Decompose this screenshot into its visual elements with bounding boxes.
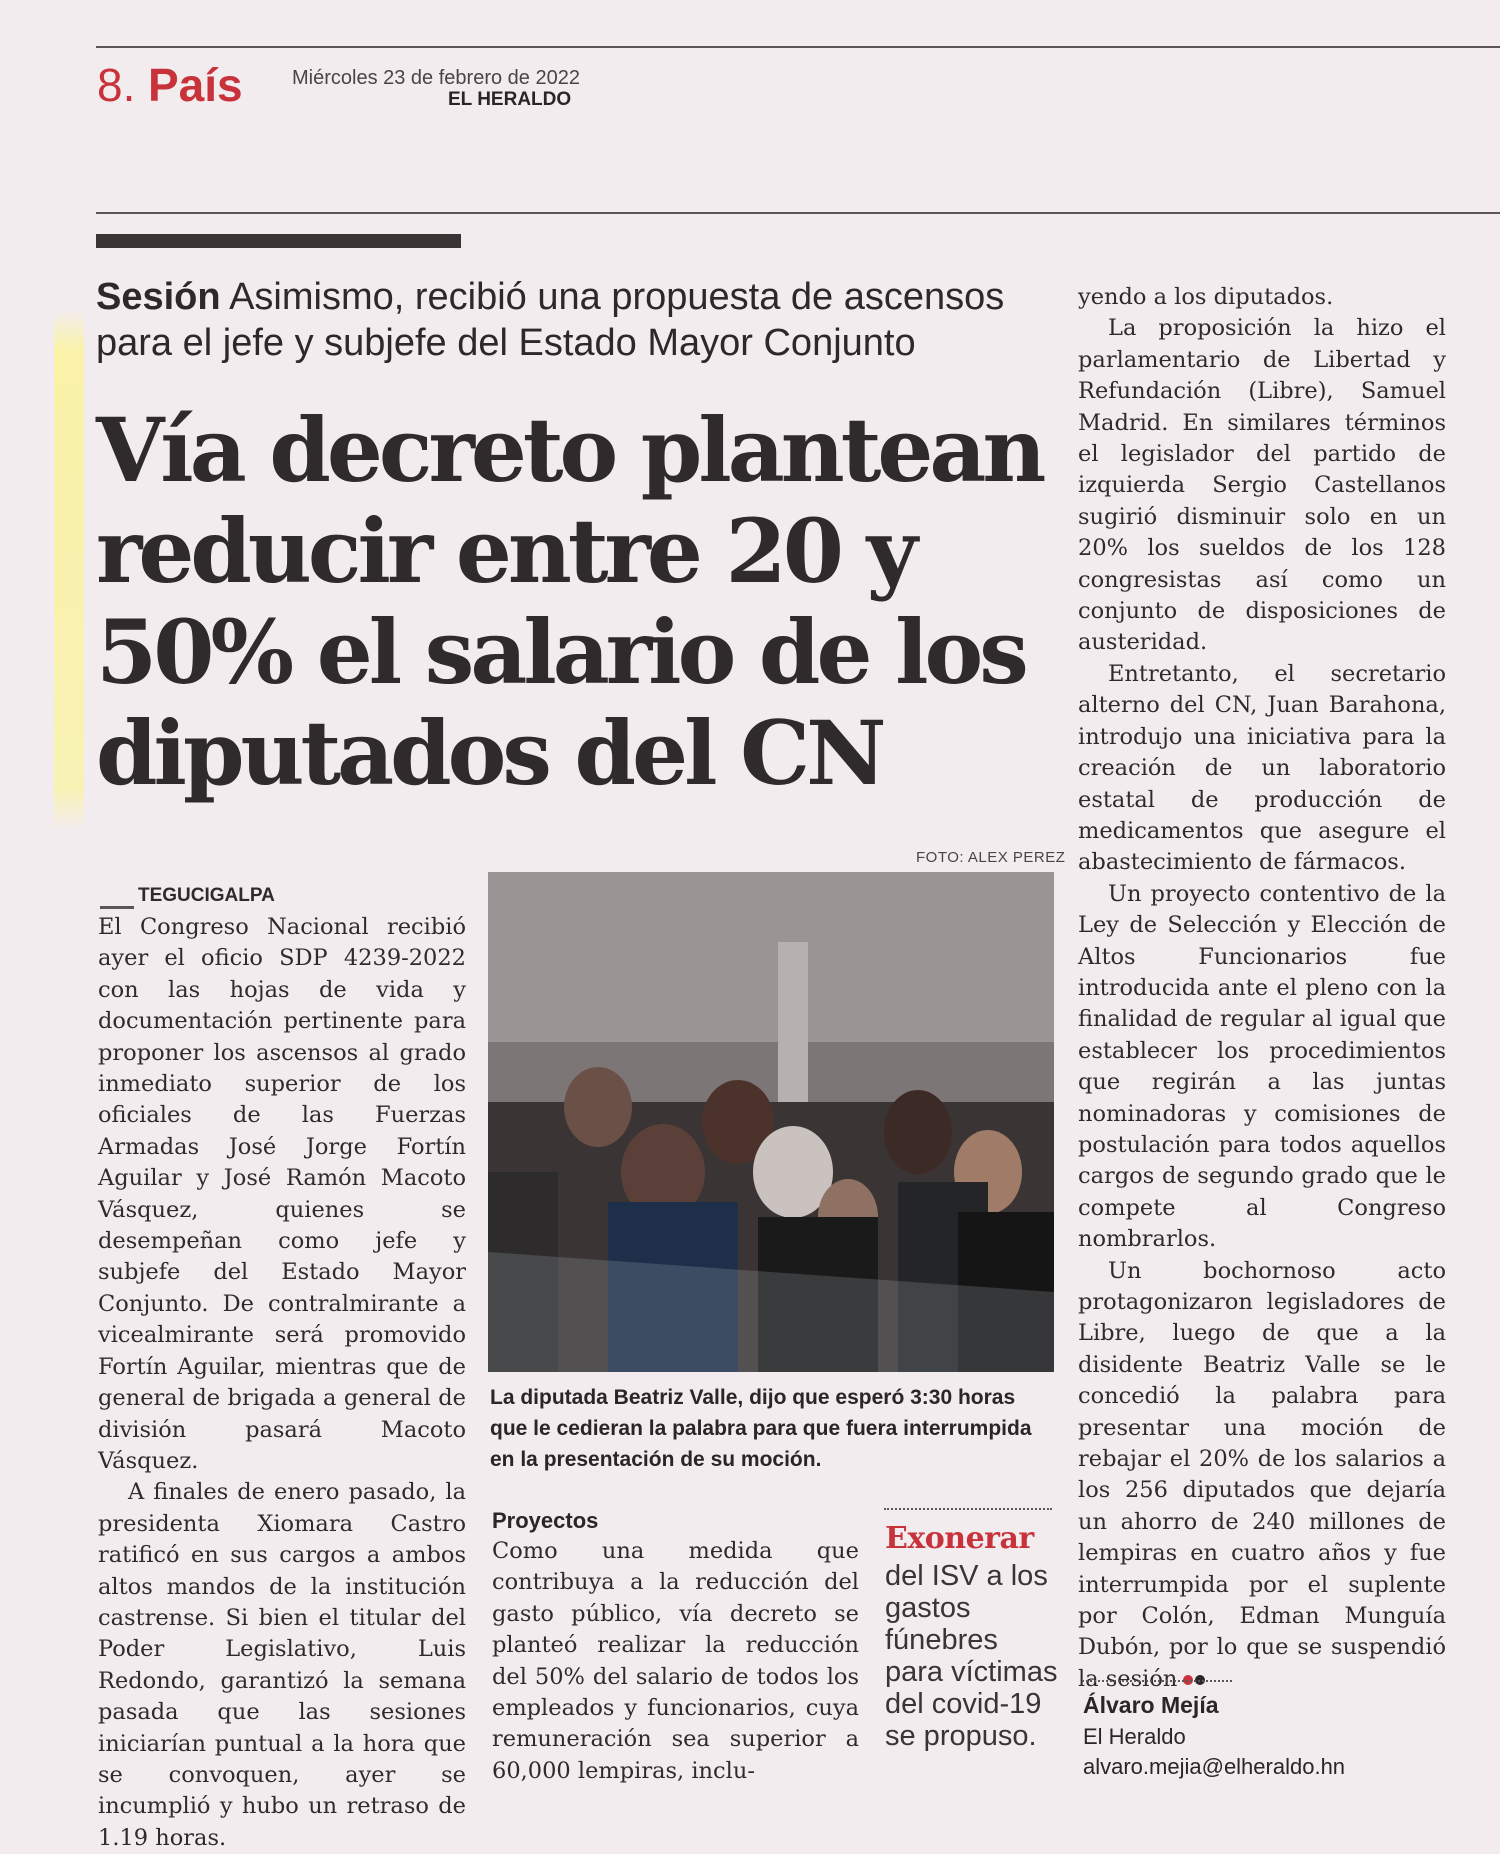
news-photo <box>488 872 1054 1372</box>
article-column-1 <box>98 912 466 1854</box>
kicker-text: Asimismo, recibió una propuesta de ascensos para el jefe y subjefe del Estado Mayor Conjunto <box>96 276 1005 364</box>
paragraph: El Congreso Nacional recibió ayer el oficio SDP 4239-2022 con las hojas de vida y documentación pertinente para proponer los ascensos al grado inmediato superior de los oficiales de las Fuerzas Armadas José Jorge Fortín Aguilar y José Ramón Macoto Vásquez, quienes se desempeñan como jefe y subjefe del Estado Mayor Conjunto. De contralmirante a vicealmirante será promovido Fortín Aguilar, mientras que de general de brigada a general de división pasará Macoto Vásquez. <box>98 914 466 1474</box>
byline-email[interactable]: alvaro.mejia@elheraldo.hn <box>1083 1754 1346 1779</box>
pull-quote-emphasis: Exonerar <box>885 1521 1034 1556</box>
section-number: 8. <box>97 59 136 111</box>
top-rule <box>96 46 1500 48</box>
section-name: País <box>148 59 243 111</box>
paragraph: A finales de enero pasado, la presidenta Xiomara Castro ratificó en sus cargos a ambos altos mandos de la institución castrense. Si bien el titular del Poder Legislativo, Luis Redondo, garantizó la semana pasada que las sesiones iniciarían puntual a la hora que se convoquen, ayer se incumplió y hubo un retraso de 1.19 horas. <box>98 1479 466 1851</box>
pull-quote-text: del ISV a los gastos fúnebres para víctimas del covid-19 se propuso. <box>885 1560 1058 1752</box>
dateline: TEGUCIGALPA <box>138 885 275 906</box>
kicker <box>96 274 1036 366</box>
headline-line: reducir entre 20 y <box>96 499 914 603</box>
article-column-2 <box>492 1536 859 1787</box>
headline-line: 50% el salario de los <box>96 600 1025 704</box>
headline-line: Vía decreto plantean <box>96 398 1043 502</box>
paragraph-text: Un bochornoso acto protagonizaron legisladores de Libre, luego de que a la disidente Beatriz Valle se le concedió la palabra para presentar una moción de rebajar el 20% de los salarios a los 256 diputados que dejaría un ahorro de 240 millones de lempiras en cuatro años y fue interrumpida por el suplente por Colón, Edman Munguía Dubón, por lo que se suspendió la sesión <box>1078 1257 1446 1692</box>
paragraph: Entretanto, el secretario alterno del CN, Juan Barahona, introdujo una iniciativa para la creación de un laboratorio estatal de producción de medicamentos que asegure el abastecimiento de fármacos. <box>1078 660 1446 876</box>
dateline-rule <box>100 906 134 909</box>
header-rule <box>96 212 1500 214</box>
article-column-3 <box>1078 282 1446 1695</box>
byline-rule <box>1082 1680 1232 1684</box>
newspaper-name: EL HERALDO <box>448 89 572 110</box>
section-bar <box>96 234 461 248</box>
paragraph <box>1078 1256 1446 1696</box>
paragraph: Un proyecto contentivo de la Ley de Selección y Elección de Altos Funcionarios fue introducida ante el pleno con la finalidad de regular al igual que establecer los procedimientos que regirán a las juntas nominadoras y comisiones de postulación para todos aquellos cargos de segundo grado que le compete al Congreso nombrarlos. <box>1078 880 1446 1253</box>
subhead: Proyectos <box>492 1508 599 1533</box>
paragraph: Como una medida que contribuya a la reducción del gasto público, vía decreto se planteó realizar la reducción del 50% del salario de todos los empleados y funcionarios, cuya remuneración sea superior a 60,000 lempiras, inclu- <box>492 1538 859 1784</box>
photo-credit: FOTO: ALEX PEREZ <box>916 849 1066 866</box>
paragraph: La proposición la hizo el parlamentario de Libertad y Refundación (Libre), Samuel Madrid. En similares términos el legislador del partido de izquierda Sergio Castellanos sugirió disminuir solo en un 20% los sueldos de los 128 congresistas así como un conjunto de disposiciones de austeridad. <box>1078 315 1446 656</box>
photo-caption: La diputada Beatriz Valle, dijo que esperó 3:30 horas que le cedieran la palabra para que fuera interrumpida en la presentación de su moción. <box>490 1386 1032 1471</box>
issue-date: Miércoles 23 de febrero de 2022 <box>292 67 580 89</box>
highlighter-mark <box>54 310 84 830</box>
kicker-label: Sesión <box>96 276 221 318</box>
pull-quote-rule <box>884 1508 1052 1512</box>
headline <box>96 400 1076 804</box>
crowd-photo-illustration <box>488 872 1054 1372</box>
byline-name: Álvaro Mejía <box>1083 1692 1219 1718</box>
paragraph: yendo a los diputados. <box>1078 284 1334 310</box>
byline-outlet: El Heraldo <box>1083 1724 1186 1749</box>
headline-line: diputados del CN <box>96 701 883 805</box>
